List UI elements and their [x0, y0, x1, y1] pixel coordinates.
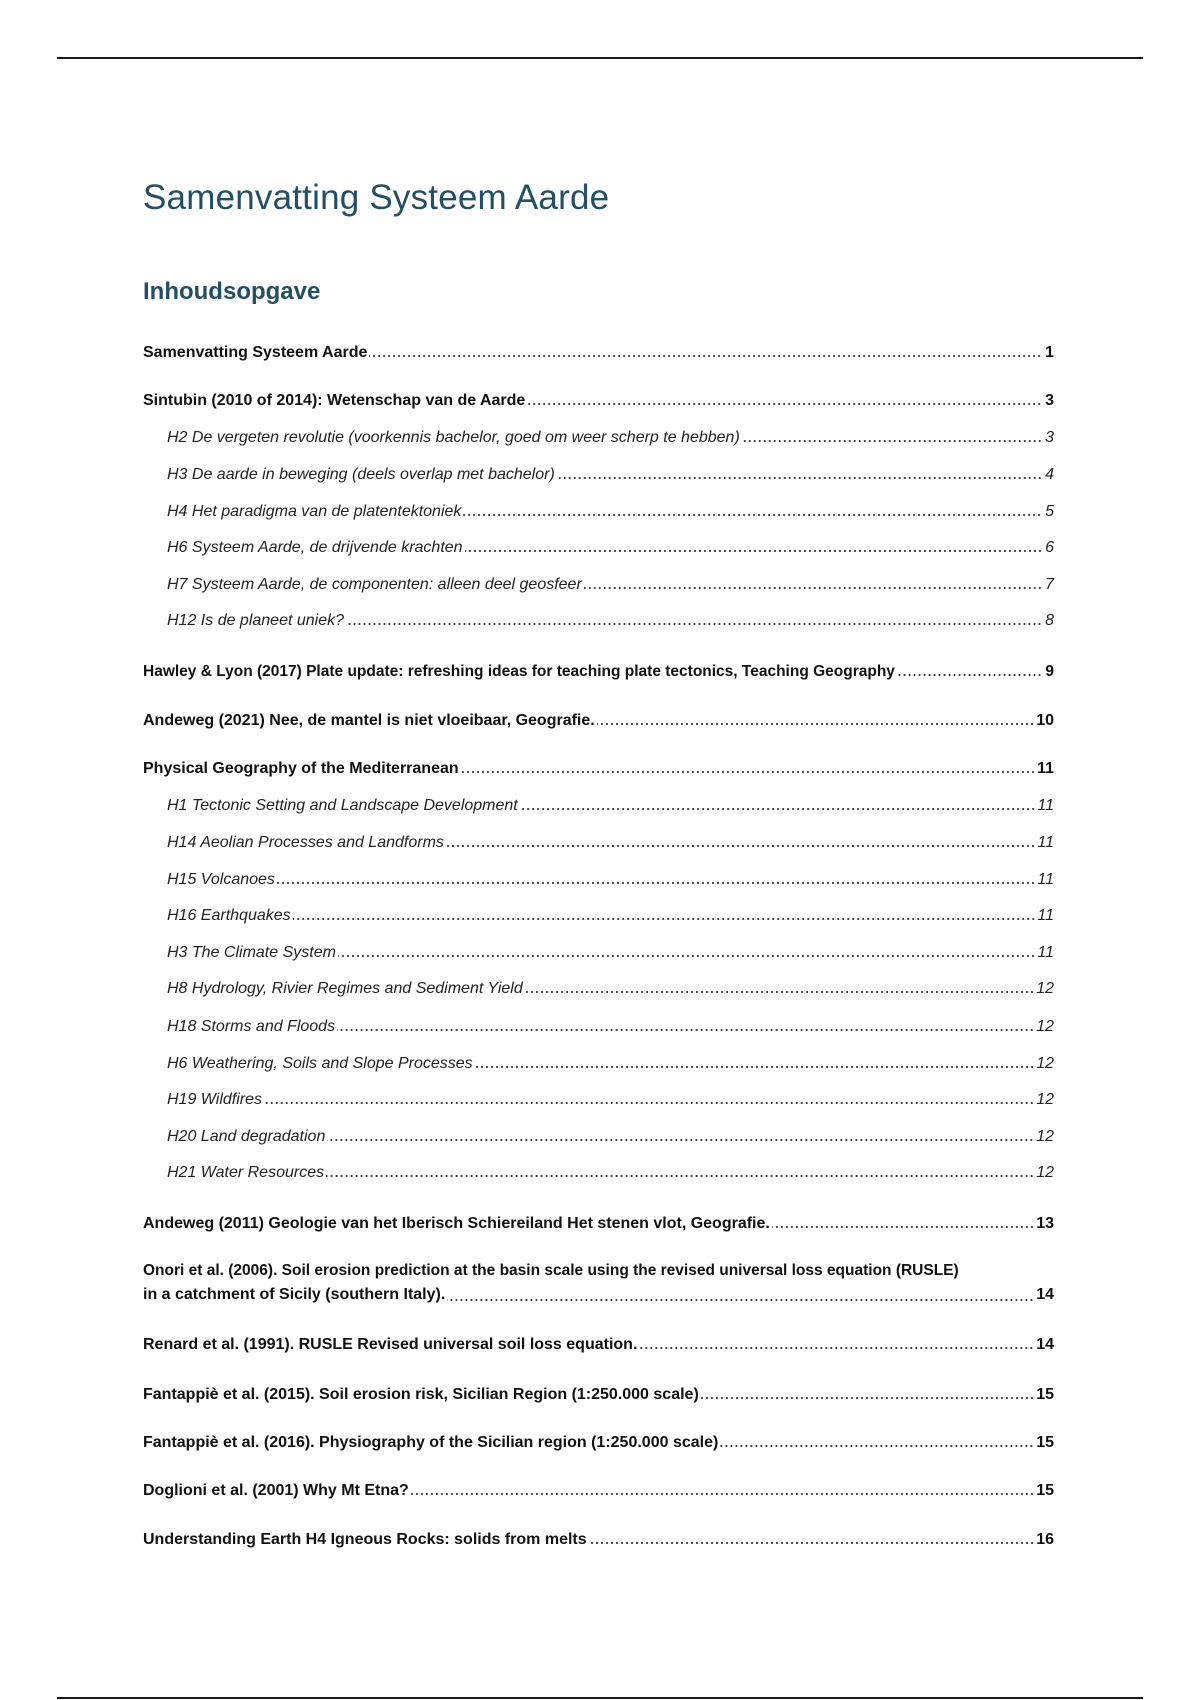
toc-page-number: 7 — [1045, 576, 1054, 593]
dot-leader — [264, 1101, 1034, 1105]
toc-entry-title: H18 Storms and Floods — [167, 1018, 336, 1035]
toc-page-number: 11 — [1037, 797, 1054, 814]
toc-page-number: 14 — [1036, 1286, 1054, 1303]
toc-entry[interactable] — [143, 1481, 1054, 1501]
toc-entry-title: Understanding Earth H4 Igneous Rocks: solids from melts — [143, 1531, 587, 1548]
toc-page-number: 5 — [1045, 503, 1054, 520]
toc-entry-title: Renard et al. (1991). RUSLE Revised universal soil loss equation. — [143, 1336, 638, 1353]
toc-subentry[interactable] — [167, 796, 1054, 816]
toc-subentry[interactable] — [167, 1163, 1054, 1183]
toc-entry-title: H21 Water Resources — [167, 1164, 325, 1181]
dot-leader — [327, 1138, 1034, 1142]
toc-entry-title: Onori et al. (2006). Soil erosion prediction at the basin scale using the revised universal loss equation (RUSLE) — [143, 1262, 959, 1279]
toc-page-number: 3 — [1045, 429, 1054, 446]
toc-page-number: 8 — [1045, 612, 1054, 629]
toc-page-number: 12 — [1036, 980, 1054, 997]
toc-subentry[interactable] — [167, 502, 1054, 522]
toc-subentry[interactable] — [167, 1017, 1054, 1037]
document-title: Samenvatting Systeem Aarde — [143, 178, 610, 217]
toc-subentry[interactable] — [167, 611, 1054, 631]
dot-leader — [369, 354, 1042, 358]
toc-entry[interactable] — [143, 1214, 1054, 1234]
toc-entry[interactable] — [143, 343, 1054, 363]
toc-entry-title: Doglioni et al. (2001) Why Mt Etna? — [143, 1482, 409, 1499]
toc-page-number: 4 — [1045, 466, 1054, 483]
toc-entry-title: Andeweg (2021) Nee, de mantel is niet vloeibaar, Geografie. — [143, 712, 595, 729]
toc-entry-title: Andeweg (2011) Geologie van het Iberisch Schiereiland Het stenen vlot, Geografie. — [143, 1215, 770, 1232]
toc-subentry[interactable] — [167, 1054, 1054, 1074]
dot-leader — [411, 1492, 1034, 1496]
dot-leader — [557, 476, 1042, 480]
toc-entry-title: Physical Geography of the Mediterranean — [143, 760, 459, 777]
dot-leader — [584, 586, 1042, 590]
toc-entry[interactable] — [143, 711, 1054, 731]
toc-page-number: 16 — [1036, 1531, 1054, 1548]
toc-entry-title: H3 De aarde in beweging (deels overlap met bachelor) — [167, 466, 555, 483]
dot-leader — [742, 439, 1042, 443]
dot-leader — [897, 673, 1042, 677]
toc-subentry[interactable] — [167, 870, 1054, 890]
toc-subentry[interactable] — [167, 428, 1054, 448]
toc-entry[interactable] — [143, 391, 1054, 411]
toc-page-number: 9 — [1045, 663, 1054, 680]
dot-leader — [346, 622, 1042, 626]
toc-page-number: 6 — [1045, 539, 1054, 556]
toc-page-number: 11 — [1037, 944, 1054, 961]
toc-page-number: 11 — [1037, 760, 1054, 777]
toc-entry-title: Hawley & Lyon (2017) Plate update: refreshing ideas for teaching plate tectonics, Teaching Geography — [143, 663, 895, 680]
toc-entry-title: H12 Is de planeet uniek? — [167, 612, 345, 629]
toc-subentry[interactable] — [167, 906, 1054, 926]
toc-page-number: 11 — [1037, 834, 1054, 851]
toc-subentry[interactable] — [167, 465, 1054, 485]
toc-entry[interactable] — [143, 1335, 1054, 1355]
dot-leader — [589, 1541, 1035, 1545]
dot-leader — [338, 954, 1035, 958]
toc-page-number: 15 — [1036, 1482, 1054, 1499]
dot-leader — [465, 549, 1042, 553]
toc-page-number: 1 — [1045, 344, 1054, 361]
toc-entry-title: H7 Systeem Aarde, de componenten: alleen deel geosfeer — [167, 576, 582, 593]
toc-subentry[interactable] — [167, 833, 1054, 853]
toc-entry-title: Fantappiè et al. (2016). Physiography of the Sicilian region (1:250.000 scale) — [143, 1434, 719, 1451]
dot-leader — [293, 917, 1036, 921]
toc-subentry[interactable] — [167, 575, 1054, 595]
toc-entry-title: Fantappiè et al. (2015). Soil erosion risk, Sicilian Region (1:250.000 scale) — [143, 1386, 699, 1403]
toc-entry[interactable] — [143, 1259, 1054, 1307]
dot-leader — [337, 1028, 1034, 1032]
dot-leader — [527, 402, 1042, 406]
toc-entry-title-continued: in a catchment of Sicily (southern Italy). — [143, 1286, 446, 1303]
toc-page-number: 11 — [1037, 871, 1054, 888]
dot-leader — [597, 722, 1034, 726]
dot-leader — [639, 1346, 1034, 1350]
toc-entry-title: H2 De vergeten revolutie (voorkennis bachelor, goed om weer scherp te hebben) — [167, 429, 740, 446]
toc-entry[interactable] — [143, 1433, 1054, 1453]
dot-leader — [475, 1065, 1035, 1069]
toc-subentry[interactable] — [167, 1127, 1054, 1147]
toc-entry-title: H15 Volcanoes — [167, 871, 275, 888]
toc-subentry[interactable] — [167, 538, 1054, 558]
dot-leader — [461, 770, 1035, 774]
toc-entry[interactable] — [143, 1530, 1054, 1550]
dot-leader — [701, 1396, 1034, 1400]
toc-entry-title: Samenvatting Systeem Aarde — [143, 344, 368, 361]
toc-entry-title: H4 Het paradigma van de platentektoniek — [167, 503, 462, 520]
toc-heading: Inhoudsopgave — [143, 278, 321, 305]
toc-subentry[interactable] — [167, 1090, 1054, 1110]
toc-entry-title: H20 Land degradation — [167, 1128, 326, 1145]
toc-entry[interactable] — [143, 759, 1054, 779]
toc-entry-title: H16 Earthquakes — [167, 907, 291, 924]
toc-page-number: 3 — [1045, 392, 1054, 409]
dot-leader — [447, 1298, 1034, 1302]
dot-leader — [520, 807, 1036, 811]
toc-page-number: 12 — [1036, 1128, 1054, 1145]
dot-leader — [772, 1225, 1034, 1229]
dot-leader — [326, 1174, 1034, 1178]
toc-page-number: 15 — [1036, 1386, 1054, 1403]
footer-rule — [57, 1697, 1143, 1699]
dot-leader — [463, 513, 1042, 517]
toc-page-number: 13 — [1036, 1215, 1054, 1232]
toc-subentry[interactable] — [167, 979, 1054, 999]
toc-entry-title: H19 Wildfires — [167, 1091, 262, 1108]
toc-entry-title: H14 Aeolian Processes and Landforms — [167, 834, 444, 851]
toc-entry[interactable] — [143, 1385, 1054, 1405]
toc-entry-title: H6 Systeem Aarde, de drijvende krachten — [167, 539, 463, 556]
toc-page-number: 12 — [1036, 1018, 1054, 1035]
toc-page-number: 14 — [1036, 1336, 1054, 1353]
toc-page-number: 15 — [1036, 1434, 1054, 1451]
dot-leader — [720, 1444, 1034, 1448]
toc-entry-title: Sintubin (2010 of 2014): Wetenschap van de Aarde — [143, 392, 526, 409]
toc-page-number: 11 — [1037, 907, 1054, 924]
toc-entry-title: H1 Tectonic Setting and Landscape Development — [167, 797, 518, 814]
toc-page-number: 12 — [1036, 1055, 1054, 1072]
dot-leader — [277, 881, 1035, 885]
toc-page-number: 12 — [1036, 1164, 1054, 1181]
toc-entry[interactable] — [143, 662, 1054, 682]
toc-entry-title: H3 The Climate System — [167, 944, 336, 961]
toc-entry-title: H8 Hydrology, Rivier Regimes and Sediment Yield — [167, 980, 523, 997]
toc-subentry[interactable] — [167, 943, 1054, 963]
dot-leader — [446, 844, 1035, 848]
dot-leader — [525, 990, 1034, 994]
toc-page-number: 10 — [1036, 712, 1054, 729]
toc-page-number: 12 — [1036, 1091, 1054, 1108]
toc-entry-title: H6 Weathering, Soils and Slope Processes — [167, 1055, 473, 1072]
